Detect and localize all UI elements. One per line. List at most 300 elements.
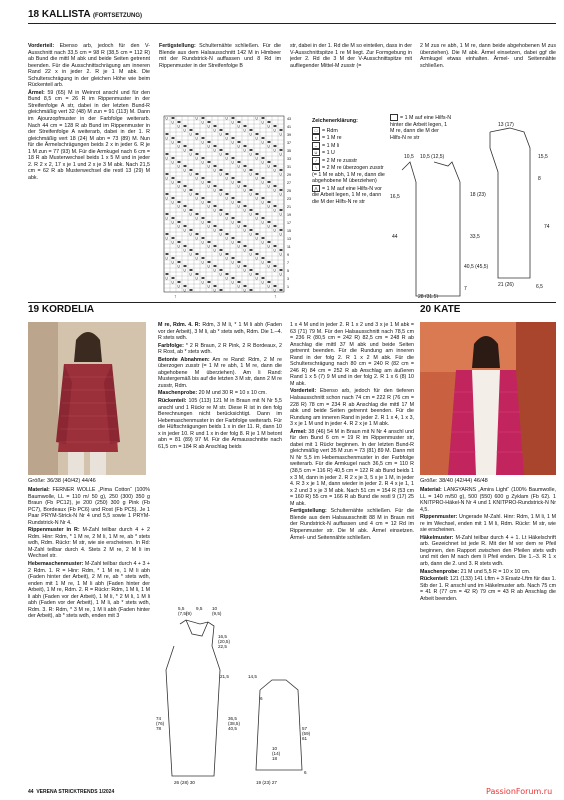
svg-text:U: U [249,172,252,177]
measurement-label: 10 [272,746,278,751]
svg-text:U: U [213,288,216,293]
svg-text:U: U [261,240,264,245]
page-footer [28,789,114,795]
svg-text:U: U [237,204,240,209]
chart-row-number: 23 [287,197,291,201]
svg-text:U: U [231,220,234,225]
magazine-name: VERENA STRICKTRENDS 1/2024 [36,789,115,795]
chart-legend [312,118,386,205]
svg-text:U: U [207,184,210,189]
svg-text:U: U [177,124,180,129]
chart-row-number: 41 [287,125,291,129]
svg-text:U: U [243,268,246,273]
svg-text:U: U [183,168,186,173]
section-19-column-2 [158,322,282,594]
legend-item: U = 1 U [312,149,386,157]
section-title: KATE [433,304,461,315]
svg-text:U: U [165,256,168,261]
svg-text:U: U [255,136,258,141]
section-number: 19 [28,304,40,315]
paragraph: 1 x 4 M und in jeder 2. R 1 x 2 und 3 x je 1 M abk = 63 (71) 79 M. Für den Halsausschnitt nach 78,5 cm = 236 R (80,5 cm = 242 R) 82,5 cm = 248 R ab Anschlag die mittl 37 M abk und beide Seiten getrennt beenden. Für die Rundung am inneren Rand in der folg 2. R 1 x 2 M abk. Für die Schulterschrägung nach 80 cm = 240 R (82 cm = 246 R) 84 cm = 252 R ab Anschlag am äußeren Rand 1 x 5 (7) 9 M und in der folg 2. R 1 x 6 (8) 10 M abk. [290,322,414,387]
measurement-label: 22,5 [218,644,227,649]
svg-text:U: U [213,248,216,253]
svg-text:U: U [171,160,174,165]
paragraph: Rückenteil: 121 (133) 141 Lftm + 3 Ersatz-Lftm für das 1. Stb der 1. R anschl und im Häkelmuster arb. Nach 75 cm = 41 R (77 cm = 42 R) 79 cm = 43 R ab Anschlag die Arbeit beenden. [420,576,556,602]
svg-text:U: U [225,196,228,201]
section-18-heading [28,9,142,20]
svg-text:U: U [273,208,276,213]
svg-text:U: U [267,124,270,129]
svg-text:U: U [213,148,216,153]
chart-row-number: 37 [287,141,291,145]
svg-text:U: U [255,196,258,201]
garment-schematic-18 [390,118,558,298]
svg-text:U: U [177,204,180,209]
svg-text:U: U [219,252,222,257]
svg-text:U: U [207,144,210,149]
size-caption: Größe: 38/40 (42/44) 46/48 [420,478,488,484]
svg-text:U: U [189,232,192,237]
svg-text:U: U [177,244,180,249]
svg-text:U: U [177,144,180,149]
measurement-label: 10,5 [404,154,414,160]
section-19-heading [28,304,94,315]
measurement-label: 57 [302,726,308,731]
svg-text:U: U [177,224,180,229]
section-title: KALLISTA [41,9,91,20]
svg-text:U: U [195,116,198,121]
measurement-label: 18 (23) [470,192,486,198]
section-18-column-3 [290,43,412,77]
size-caption: Größe: 36/38 (40/42) 44/46 [28,478,96,484]
legend-extra: = 1 M auf eine Hilfs-N hinter die Arbeit legen, 1 M re, dann die M der Hilfs-N re str [390,114,452,141]
svg-text:U: U [165,196,168,201]
svg-text:U: U [183,128,186,133]
header-rule [28,23,556,24]
svg-text:U: U [189,132,192,137]
paragraph: str, dabei in der 1. Rd die M so einteilen, dass in der V-Ausschnittspitze 1 re M liegt. Zur Formgebung in jeder 2. Rd die 3 M der V-Ausschnittspitze mit aufliegender Mittel-M zusstr (= [290,43,412,69]
measurement-label: (38,5) [228,721,241,726]
measurement-label: 26 (28) 30 [174,780,195,785]
svg-text:U: U [255,276,258,281]
svg-text:U: U [231,120,234,125]
svg-text:U: U [207,124,210,129]
svg-text:U: U [225,236,228,241]
svg-text:U: U [231,260,234,265]
svg-text:U: U [243,128,246,133]
svg-text:U: U [189,172,192,177]
paragraph: Rippenmuster: Ungerade M-Zahl. Hinr: Rdm, 1 M li, 1 M re im Wechsel, enden mit 1 M li, Rdm. Rückr: M str, wie sie erscheinen. [420,514,556,534]
svg-text:U: U [189,152,192,157]
chart-row-number: 9 [287,253,289,257]
paragraph: Vorderteil: Ebenso arb, jedoch für den tieferen Halsausschnitt schon nach 74 cm = 222 R (76 cm = 228 R) 78 cm = 234 R ab Anschlag die mittl 17 M abk und beide Seiten getrennt beenden. Für die Rundung am inneren Rand in jeder 2. R 1 x 4, 1 x 3, 3 x je 1 M und in jeder 4. R 2 x je 1 M abk. [290,388,414,428]
section-18-column-4 [420,43,556,77]
svg-text:U: U [165,116,168,121]
svg-text:U: U [273,288,276,293]
paragraph: Betonte Abnahmen: Am re Rand: Rdm, 2 M re überzogen zusstr (= 1 M re abh, 1 M re, dann die abgehobene M überziehen). Am li Rand: Mustergemäß bis auf die letzten 3 M str, dann 2 M re zusstr, Rdm. [158,356,282,389]
svg-text:U: U [255,216,258,221]
chart-row-number: 15 [287,229,291,233]
svg-text:U: U [249,252,252,257]
svg-text:U: U [213,208,216,213]
svg-text:U: U [195,236,198,241]
svg-text:U: U [255,176,258,181]
paragraph: Vorderteil: Ebenso arb, jedoch für den V-Ausschnitt nach 33,5 cm = 98 R (38,5 cm = 112 R) ab Bund die mittl M abk und beide Seiten getrennt beenden. Für die Ausschnittschrägung am inneren Rand 22 x in jeder 2. R je 1 M abk. Die Schulterschrägung in der gleichen Höhe wie beim Rückenteil arb. [28,43,150,89]
svg-text:U: U [201,200,204,205]
svg-text:U: U [243,168,246,173]
paragraph: Rippenmuster in R: M-Zahl teilbar durch 4 + 2 Rdm. Hinr: Rdm, * 1 M re, 2 M li, 1 M re, ab * stets wdh, Rdm. Rückr: M str, wie sie erscheinen. In Rd: M-Zahl teilbar durch 4. Stets 2 M re, 2 M li im Wechsel str. [28,527,150,560]
measurement-label: 40,5 (45,5) [464,264,489,270]
svg-text:U: U [279,132,282,137]
svg-text:U: U [237,124,240,129]
paragraph: Farbfolge: * 2 R Braun, 2 R Pink, 2 R Bordeaux, 2 R Rost, ab * stets wdh. [158,342,282,356]
svg-text:U: U [165,276,168,281]
chart-row-number: 35 [287,149,291,153]
legend-symbol: \ [312,164,320,171]
svg-text:U: U [255,236,258,241]
svg-text:U: U [201,120,204,125]
measurement-label: 10,5 (12,5) [420,154,445,160]
chart-row-number: 43 [287,117,291,121]
measurement-label: 28 (31,5) [418,294,439,298]
svg-text:U: U [219,132,222,137]
svg-text:U: U [207,264,210,269]
svg-text:U: U [201,160,204,165]
svg-text:U: U [237,164,240,169]
chart-row-number: 19 [287,213,291,217]
svg-text:U: U [267,264,270,269]
svg-text:U: U [225,156,228,161]
model-illustration [420,322,556,475]
svg-text:U: U [261,280,264,285]
svg-text:U: U [255,256,258,261]
chart-row-number: 5 [287,269,289,273]
svg-text:U: U [267,144,270,149]
svg-text:U: U [261,160,264,165]
svg-text:U: U [243,208,246,213]
svg-text:U: U [267,244,270,249]
measurement-label: 6,5 [536,284,543,290]
svg-text:U: U [279,232,282,237]
svg-text:U: U [225,256,228,261]
section-18-column-2 [159,43,281,77]
svg-text:U: U [171,280,174,285]
svg-text:U: U [267,204,270,209]
svg-text:U: U [225,116,228,121]
svg-text:U: U [195,136,198,141]
chart-row-number: 21 [287,205,291,209]
svg-text:U: U [255,116,258,121]
svg-text:U: U [249,152,252,157]
paragraph: M re, Rdm. 4. R: Rdm, 3 M li, * 1 M li abh (Faden vor der Arbeit), 3 M li, ab * stets wdh, Rdm. Die 1.–4. R stets wdh. [158,322,282,342]
measurement-label: 14,5 [248,674,257,679]
section-20-column [420,487,556,785]
legend-item: ▪ = 1 M re [312,134,386,142]
svg-text:U: U [249,272,252,277]
svg-text:U: U [183,188,186,193]
body-outline [166,620,220,776]
svg-text:U: U [279,252,282,257]
svg-text:U: U [195,276,198,281]
measurement-label: 36,5 [228,716,237,721]
svg-text:U: U [207,284,210,289]
svg-text:U: U [165,236,168,241]
svg-text:U: U [219,232,222,237]
knitting-chart-grid [162,114,304,298]
chart-row-number: 11 [287,245,291,249]
measurement-label: 40,5 [228,726,237,731]
legend-symbol: □ [312,127,320,134]
svg-text:U: U [231,240,234,245]
svg-text:U: U [213,168,216,173]
paragraph: Ärmel: 38 (46) 54 M in Braun mit N Nr 4 anschl und für den Bund 6 cm = 19 R im Rippenmuster str, dabei mit 1 Rückr beginnen. In der letzten Bund-R gleichmäßig vert 35 M zun = 73 (81) 89 M. Dann mit N Nr 5,5 im Hebemaschenmuster in der Farbfolge weiterarb. Für die Armkugel nach 36,5 cm = 110 R (38,5 cm = 116 R) 40,5 cm = 122 R ab Bund beids 1 x 3 M, dann in jeder 2. R 2 x je 3, 5 x je 1 M, in jeder 4. R 3 x je 1 M, dann wieder in jeder 2. R 4 x je 1, 1 x 2 und 3 x je 3 M abk. Nach 51 cm = 154 R (53 cm = 160 R) 55 cm = 166 R ab Bund die restl 9 (17) 25 M abk. [290,428,414,507]
svg-text:↑: ↑ [174,294,177,298]
svg-text:U: U [177,164,180,169]
measurement-label: 8 [538,176,541,182]
svg-text:U: U [195,156,198,161]
measurement-label: 74 [156,716,162,721]
svg-text:U: U [183,208,186,213]
chart-row-number: 3 [287,277,289,281]
front-outline [402,162,460,296]
measurement-label: 19 (23) 27 [256,780,277,785]
svg-text:U: U [249,212,252,217]
svg-text:U: U [207,164,210,169]
watermark: PassionForum.ru [486,787,553,796]
section-number: 20 [420,304,432,315]
svg-text:U: U [225,136,228,141]
svg-text:U: U [213,128,216,133]
paragraph: Ärmel: 59 (65) M in Weinrot anschl und für den Bund 8,5 cm = 26 R im Rippenmuster in der Streifenfolge A str, dabei in der letzten Bund-R gleichmäßig vert 32 (48) M zun = 91 (113) M. Dann im Ajourzopfmuster in der Farbfolge weiterarb. Nach 44 cm = 128 R ab Bund im Rippenmuster in der Streifenfolge A weiterarb, dabei in der 1. R gleichmäßig vert 18 (24) M abn = 73 (89) M. Nun für die Ärmelschrägungen beids 2 x in jeder 6. R je 1 M zun = 77 (93) M. Für die Armkugel nach 6 cm = 18 R ab Musterwechsel beids 1 x 5 M und in jeder 2. R 2 x 2, 17 x je 1 und 2 x je 3 M abk. Nach 21,5 cm = 62 R ab Musterwechsel die restl 13 (29) M abk. [28,89,150,181]
chart-row-number: 17 [287,221,291,225]
svg-text:U: U [225,216,228,221]
measurement-label: 44 [392,234,398,240]
measurement-label: 74 [544,224,550,230]
svg-text:U: U [237,184,240,189]
svg-text:U: U [273,128,276,133]
svg-text:U: U [189,252,192,257]
svg-text:U: U [207,244,210,249]
svg-text:U: U [261,200,264,205]
measurement-label: 13 (17) [498,122,514,128]
svg-text:U: U [237,264,240,269]
measurement-label: 16,5 [390,194,400,200]
legend-item: / = 2 M re zusstr [312,157,386,165]
measurement-label: 33,5 [470,234,480,240]
svg-text:U: U [201,280,204,285]
svg-text:U: U [231,200,234,205]
measurement-label: (20,5) [218,639,231,644]
measurement-label: 9,5 [196,606,203,611]
svg-text:U: U [225,276,228,281]
svg-text:U: U [183,148,186,153]
chart-row-number: 33 [287,157,291,161]
chart-row-number: 29 [287,173,291,177]
front-neck [434,162,460,182]
section-19-column-1 [28,487,150,785]
paragraph: Material: FERNER WOLLE „Pima Cotton“ (100% Baumwolle, LL = 110 m/ 50 g), 250 (300) 350 g Braun (Fb PC12), je 200 (250) 300 g Pink (Fb PC7), Bordeaux (Fb PC6) und Rost (Fb PC5). Je 1 Paar PRYM-Strick-N Nr 4 und 5,5 sowie 1 PRYM-Rundstrick-N Nr 4. [28,487,150,526]
svg-text:U: U [171,240,174,245]
garment-schematic-19 [156,600,312,790]
svg-text:U: U [171,140,174,145]
measurement-label: 6 [260,696,263,701]
paragraph: Fertigstellung: Schulternähte schließen. Für die Blende aus dem Halsausschnitt 142 M in Himbeer mit der Rundstrick-N auffassen und 8 Rd im Rippenmuster in der Streifenfolge B [159,43,281,69]
svg-text:U: U [279,152,282,157]
svg-text:U: U [267,164,270,169]
section-19-column-3 [290,322,414,786]
legend-symbol: ⋀ [312,185,320,192]
svg-text:U: U [225,176,228,181]
kate-model-photo [420,322,556,475]
section-title: KORDELIA [41,304,95,315]
svg-text:U: U [261,260,264,265]
measurement-label: (59) [302,731,311,736]
svg-text:U: U [165,176,168,181]
legend-symbol: / [312,157,320,164]
chart-row-number: 27 [287,181,291,185]
svg-text:U: U [261,180,264,185]
legend-item: □ = Rdm [312,127,386,135]
measurement-label: (9) [186,611,192,616]
measurement-label: 6 [304,770,307,775]
svg-text:U: U [267,224,270,229]
svg-text:U: U [261,120,264,125]
svg-text:U: U [243,188,246,193]
svg-text:U: U [273,268,276,273]
legend-symbol: – [312,142,320,149]
svg-text:U: U [177,284,180,289]
section-18-schematic [390,118,558,298]
svg-text:U: U [183,268,186,273]
section-divider [28,302,556,303]
svg-text:↑: ↑ [274,294,277,298]
svg-text:U: U [267,284,270,289]
legend-item: \ = 2 M re überzogen zusstr (= 1 M re abh, 1 M re, dann die abgehobene M überziehen) [312,165,385,185]
svg-text:U: U [189,272,192,277]
measurement-label: (76) [156,721,165,726]
svg-text:U: U [237,244,240,249]
svg-text:U: U [249,232,252,237]
svg-text:U: U [237,144,240,149]
svg-text:U: U [195,176,198,181]
svg-text:U: U [273,148,276,153]
legend-item: – = 1 M li [312,142,386,150]
svg-text:U: U [219,192,222,197]
page-number: 44 [28,789,34,795]
section-18-column-1 [28,43,150,299]
svg-text:U: U [213,268,216,273]
measurement-label: (9,5) [212,611,222,616]
svg-text:U: U [171,260,174,265]
svg-text:U: U [183,288,186,293]
chart-row-number: 25 [287,189,291,193]
svg-text:U: U [273,188,276,193]
paragraph: Rückenteil: 105 (113) 121 M in Braun mit N Nr 5,5 anschl und 1 Rückr re M str. Diese R ist in den folg Berechnungen nicht berücksichtigt. Dann im Hebemaschenmuster in der Farbfolge weiterarb. Für die Hüftschrägungen beids 1 x in der 11. R, dann 10 x in jeder 10. R und 1 x in der folg 8. R je 1 M betont abn = 81 (89) 97 M. Für die Armausschnitte nach 61,5 cm = 184 R ab Anschlag beids [158,398,282,450]
kordelia-model-photo [28,322,146,475]
section-subtitle: (FORTSETZUNG) [93,13,143,19]
svg-text:U: U [213,228,216,233]
svg-text:U: U [279,172,282,177]
svg-text:U: U [255,156,258,161]
section-20-heading [420,304,460,315]
measurement-label: 78 [156,726,162,731]
sleeve-outline [490,128,530,278]
measurement-label: 15,5 [538,154,548,160]
measurement-label: 18 [272,756,278,761]
svg-text:U: U [195,256,198,261]
section-number: 18 [28,9,40,20]
svg-text:U: U [165,156,168,161]
legend-item: ⋀ = 1 M auf eine Hilfs-N vor die Arbeit legen, 1 M re, dann die M der Hilfs-N re str [312,185,382,205]
chart-row-number: 1 [287,285,289,289]
svg-text:U: U [231,280,234,285]
svg-text:U: U [207,224,210,229]
legend-symbol: ▪ [312,134,320,141]
measurement-label: 10 [212,606,218,611]
svg-text:U: U [219,152,222,157]
svg-text:U: U [201,240,204,245]
svg-text:U: U [243,148,246,153]
svg-text:U: U [237,224,240,229]
model-illustration [28,322,146,475]
svg-text:U: U [201,260,204,265]
chart-row-number: 13 [287,237,291,241]
knitting-chart [162,114,304,298]
svg-text:U: U [219,172,222,177]
svg-text:U: U [273,168,276,173]
chart-row-number: 7 [287,261,289,265]
svg-text:U: U [183,228,186,233]
svg-text:U: U [165,216,168,221]
measurement-label: 61 [302,736,308,741]
legend-symbol: U [312,149,320,156]
svg-text:U: U [201,220,204,225]
measurement-label: 5,5 [178,606,185,611]
svg-text:U: U [261,220,264,225]
svg-text:U: U [243,228,246,233]
svg-text:U: U [183,248,186,253]
measurement-label: 16,5 [218,634,227,639]
section-19-schematic [156,600,312,790]
svg-text:U: U [189,212,192,217]
svg-text:U: U [249,192,252,197]
paragraph: Maschenprobe: 20 M und 30 R = 10 x 10 cm. [158,390,267,397]
svg-text:U: U [231,140,234,145]
svg-text:U: U [177,184,180,189]
paragraph: 2 M zus re abh, 1 M re, dann beide abgehobenen M zus überziehen). Die M abk. Ärmel einsetzen, dabei ggf die Armkugel etwas einhalten. Ärmel- und Seitennähte schließen. [420,43,556,69]
svg-text:U: U [273,228,276,233]
legend-title: Zeichenerklärung: [312,118,358,124]
svg-text:U: U [189,192,192,197]
paragraph: Fertigstellung: Schulternähte schließen. Für die Blende aus dem Halsausschnitt 88 M in Braun mit der Rundstrick-N auffassen und 4 cm = 12 Rd im Rippenmuster str. Die M abk. Ärmel einsetzen. Ärmel- und Seitennähte schließen. [290,508,414,541]
svg-text:U: U [195,196,198,201]
paragraph: Häkelmuster: M-Zahl teilbar durch 4 + 1. Lt Häkelschrift arb. Gezeichnet ist jede R. Mit der M vor dem re Pfeil beginnen, den Rapport zwischen den Pfeilen stets wdh und mit den M nach dem li Pfeil enden. Die 1.–3. R 1 x arb, dann die 2. und 3. R stets wdh. [420,534,556,568]
svg-text:U: U [249,132,252,137]
svg-text:U: U [267,184,270,189]
chart-row-number: 39 [287,133,291,137]
svg-text:U: U [273,248,276,253]
svg-text:U: U [177,264,180,269]
svg-text:U: U [231,160,234,165]
paragraph: Material: LANGYARNS „Amira Light“ (100% Baumwolle, LL = 140 m/50 g), 500 (550) 600 g Zyklam (Fb 62). 1 KNITPRO-Häkel-N Nr 4 und 1 KNITPRO-Rundstrick-N Nr 4,5. [420,487,556,513]
measurement-label: (14) [272,751,281,756]
measurement-label: 7 [464,286,467,292]
svg-text:U: U [243,288,246,293]
svg-text:U: U [231,180,234,185]
neck-line [186,620,208,636]
svg-text:U: U [279,192,282,197]
svg-text:U: U [219,272,222,277]
